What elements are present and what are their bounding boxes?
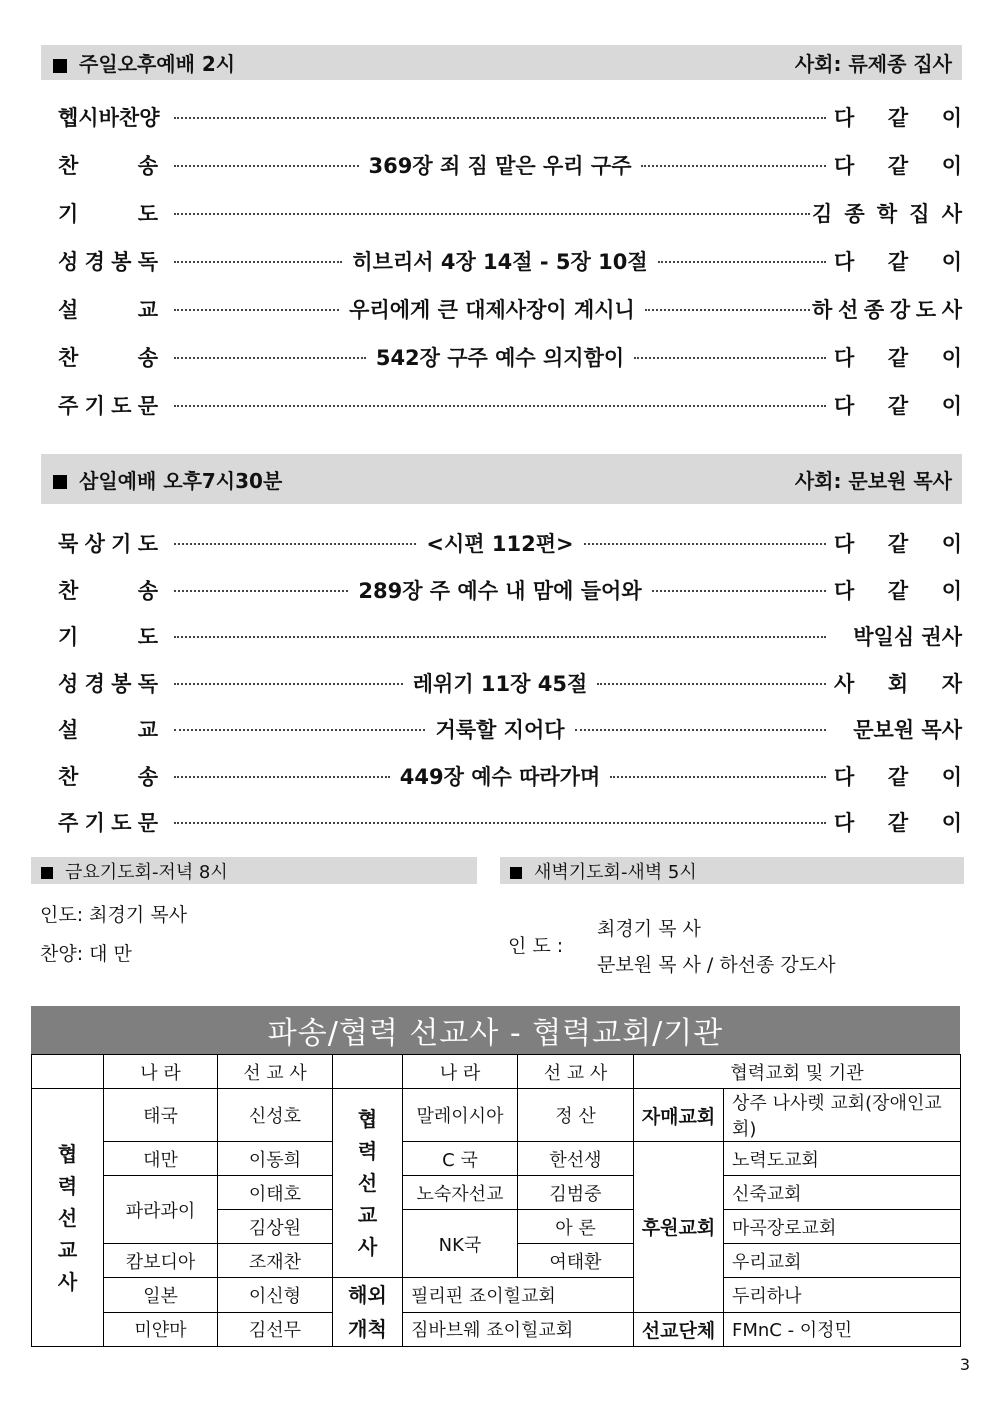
dotted-leader [174,309,339,311]
dawn-leader-1: 최경기 목 사 [597,918,701,940]
square-bullet-icon [53,475,67,489]
dotted-leader [174,117,826,119]
dotted-leader [174,729,425,731]
order-responsible: 다 같 이 [834,106,962,130]
order-row [58,714,962,744]
order-content: 레위기 11장 45절 [412,671,588,696]
dotted-leader [174,261,342,263]
support-church-label: 후원교회 [634,1142,724,1313]
order-content: 369장 죄 짐 맡은 우리 구주 [368,154,632,178]
page-number: 3 [959,1355,970,1374]
table-row: 파라과이 이태호 노숙자선교 김범중 신죽교회 [32,1176,961,1210]
dotted-leader [174,822,826,824]
dotted-leader [174,776,390,778]
table-row: 캄보디아 조재찬 여태환 우리교회 [32,1244,961,1278]
order-content: 542장 구주 예수 의지함이 [375,346,625,370]
dawn-leader-2: 문보원 목 사 / 하선종 강도사 [597,954,836,976]
order-responsible: 다 같 이 [834,578,962,603]
order-row [58,575,962,605]
order-label: 성 경 봉 독 [58,671,158,696]
order-row [58,807,962,837]
order-row [58,342,962,372]
mission-org-label: 선교단체 [634,1312,724,1347]
order-responsible: 다 같 이 [834,811,962,835]
order-responsible: 다 같 이 [834,250,962,274]
order-row [58,528,962,558]
left-group-label: 협 력 선 교 사 [32,1089,104,1347]
dotted-leader [174,213,810,215]
missions-title: 파송/협력 선교사 - 협력교회/기관 [31,1006,960,1054]
dotted-leader [641,165,826,167]
order-label: 헵 시 바 찬 양 [58,106,160,130]
table-row: 협 력 선 교 사 태국 신성호 협 력 선 교 사 말레이시아 정 산 자매교회 상주 나사렛 교회(장애인교회) [32,1089,961,1142]
order-responsible: 다 같 이 [834,394,962,418]
order-content: 거룩할 지어다 [435,718,565,742]
order-content: 449장 예수 따라가며 [399,764,601,789]
dotted-leader [174,405,826,407]
section-leader: 사회: 류제종 집사 [794,52,952,76]
section-header-sunday [41,45,962,80]
dotted-leader [174,636,826,638]
dotted-leader [610,776,826,778]
order-label: 찬 송 [58,346,158,370]
dotted-leader [174,165,359,167]
section-header-friday [31,857,477,884]
overseas-label: 해외 개척 [333,1278,403,1347]
order-responsible: 박일심 권사 [853,625,962,649]
dotted-leader [174,543,416,545]
dotted-leader [658,261,826,263]
order-row [58,198,962,228]
order-label: 설 교 [58,298,158,322]
order-row [58,668,962,698]
order-row [58,390,962,420]
order-content: <시편 112편> [426,532,574,556]
order-label: 기 도 [58,202,158,226]
order-label: 찬 송 [58,764,158,789]
mid-group-label: 협 력 선 교 사 [333,1089,403,1278]
square-bullet-icon [53,59,67,73]
order-content: 우리에게 큰 대제사장이 계시니 [349,298,635,322]
table-header-row [32,1055,961,1089]
order-responsible: 김 종 학 집 사 [812,202,962,226]
order-row [58,102,962,132]
order-responsible: 다 같 이 [834,346,962,370]
dotted-leader [652,590,826,592]
order-row [58,294,962,324]
header-country: 나 라 [403,1055,518,1089]
order-responsible: 다 같 이 [834,764,962,789]
table-row: 김상원 NK국 아 론 마곡장로교회 [32,1210,961,1244]
dotted-leader [575,729,826,731]
table-row: 대만 이동희 C 국 한선생 후원교회 노력도교회 [32,1142,961,1176]
order-label: 찬 송 [58,154,158,178]
dotted-leader [645,309,810,311]
section-header-dawn [500,857,964,884]
order-label: 주 기 도 문 [58,811,158,835]
header-churches: 협력교회 및 기관 [634,1055,961,1089]
header-missionary: 선 교 사 [218,1055,333,1089]
order-label: 기 도 [58,625,158,649]
order-content: 히브리서 4장 14절 - 5장 10절 [352,250,648,274]
order-row [58,246,962,276]
sister-church-label: 자매교회 [634,1089,724,1142]
table-row: 미얀마 김선무 짐바브웨 죠이힐교회 선교단체 FMnC - 이정민 [32,1312,961,1347]
friday-praise: 찬양: 대 만 [40,943,132,965]
friday-leader: 인도: 최경기 목사 [40,904,187,926]
order-label: 성 경 봉 독 [58,250,158,274]
square-bullet-icon [41,867,53,879]
mission-org: FMnC - 이정민 [724,1312,961,1347]
table-row: 일본 이신형 해외 개척 필리핀 죠이힐교회 두리하나 [32,1278,961,1313]
order-responsible: 다 같 이 [834,532,962,556]
dotted-leader [174,357,366,359]
dotted-leader [584,543,826,545]
order-row [58,761,962,791]
header-country: 나 라 [104,1055,218,1089]
order-label: 찬 송 [58,578,158,603]
order-responsible: 사 회 자 [834,671,962,696]
order-label: 주 기 도 문 [58,394,158,418]
section-title: 주일오후예배 2시 [79,52,236,76]
section-title: 금요기도회-저녁 8시 [65,861,228,883]
section-header-wednesday [41,454,962,504]
header-missionary: 선 교 사 [518,1055,634,1089]
sister-church: 상주 나사렛 교회(장애인교회) [724,1089,961,1142]
section-title: 삼일예배 오후7시30분 [79,468,283,493]
square-bullet-icon [510,867,522,879]
order-row [58,150,962,180]
order-responsible: 하 선 종 강 도 사 [812,298,962,322]
section-title: 새벽기도회-새벽 5시 [534,861,697,883]
order-label: 설 교 [58,718,158,742]
dawn-leader-label: 인 도 : [508,935,564,957]
dotted-leader [597,683,826,685]
missions-table [31,1054,961,1347]
order-content: 289장 주 예수 내 맘에 들어와 [358,578,642,603]
order-row [58,621,962,651]
order-responsible: 문보원 목사 [853,718,962,742]
dotted-leader [634,357,826,359]
section-leader: 사회: 문보원 목사 [794,468,952,493]
order-label: 묵 상 기 도 [58,532,158,556]
order-responsible: 다 같 이 [834,154,962,178]
dotted-leader [174,590,348,592]
dotted-leader [174,683,403,685]
